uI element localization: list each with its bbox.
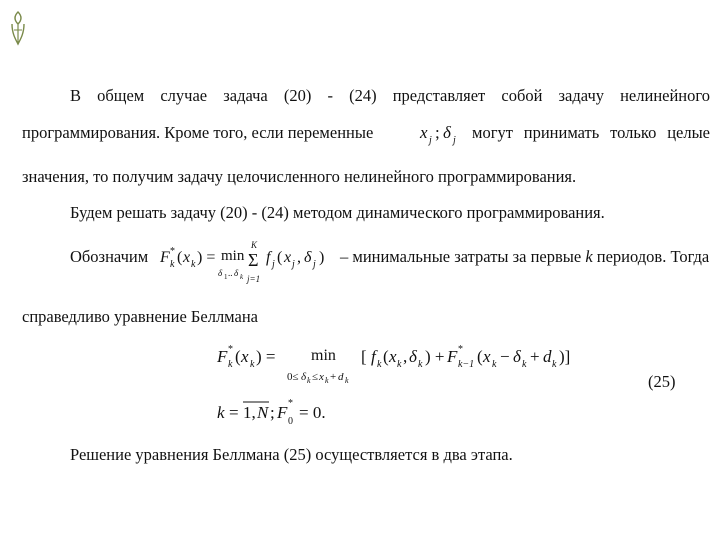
- svg-text:k: k: [522, 359, 527, 370]
- svg-text:+: +: [330, 371, 337, 383]
- svg-text:δ: δ: [218, 268, 223, 278]
- svg-text:−: −: [500, 347, 510, 366]
- paragraph-3-k: k: [585, 247, 593, 266]
- svg-text:j=1: j=1: [247, 274, 261, 284]
- svg-text:(: (: [383, 347, 389, 366]
- bellman-equation: [215, 340, 595, 430]
- svg-text:;: ;: [270, 403, 275, 422]
- svg-text:,: ,: [403, 347, 408, 366]
- svg-text:) =: ) =: [197, 249, 216, 266]
- svg-text:(: (: [277, 249, 283, 266]
- svg-text:j: j: [272, 259, 275, 270]
- svg-text:k: k: [552, 359, 557, 370]
- paragraph-3-suffix-text: – минимальные затраты за первые: [340, 247, 582, 266]
- equation-number: (25): [648, 372, 676, 391]
- svg-text:x: x: [389, 347, 397, 366]
- svg-text:δ: δ: [409, 347, 417, 366]
- inline-formula-fk: [158, 238, 338, 288]
- svg-text:k: k: [240, 273, 244, 281]
- svg-text:≤: ≤: [312, 371, 319, 383]
- svg-text:1: 1: [224, 273, 228, 281]
- svg-text:x: x: [483, 347, 491, 366]
- paragraph-1-line-1: В общем случае задача (20) - (24) представляет собой задачу нелинейного: [70, 86, 710, 105]
- svg-text:x: x: [241, 347, 249, 366]
- svg-text:k: k: [345, 376, 349, 385]
- svg-text:min: min: [311, 347, 336, 364]
- svg-text:j: j: [453, 135, 456, 146]
- svg-text:k: k: [325, 376, 329, 385]
- svg-text:x: x: [420, 123, 428, 142]
- paragraph-3-prefix: Обозначим: [70, 247, 149, 266]
- paragraph-3-end: периодов. Тогда: [596, 247, 710, 266]
- svg-text:f: f: [266, 249, 271, 266]
- svg-text:(: (: [235, 347, 241, 366]
- svg-text:k: k: [377, 359, 382, 370]
- svg-text:) =: ) =: [256, 347, 276, 366]
- svg-text:1,: 1,: [243, 403, 256, 422]
- svg-text:F: F: [447, 347, 458, 366]
- svg-text:d: d: [543, 347, 552, 366]
- svg-text:j: j: [429, 135, 432, 146]
- svg-text:k: k: [228, 359, 233, 370]
- svg-text:k: k: [250, 359, 255, 370]
- paragraph-3-suffix: [340, 247, 709, 267]
- svg-text:k−1: k−1: [458, 359, 475, 370]
- svg-text:k: k: [191, 259, 196, 270]
- svg-text:x: x: [284, 249, 292, 266]
- svg-text:): ): [319, 249, 325, 266]
- svg-text:d: d: [338, 371, 344, 383]
- svg-text:j: j: [313, 259, 316, 270]
- svg-text:Σ: Σ: [248, 250, 259, 270]
- svg-text:0: 0: [288, 416, 293, 427]
- svg-text:k: k: [217, 403, 225, 422]
- svg-text:δ: δ: [304, 249, 312, 266]
- svg-text:=: =: [229, 403, 239, 422]
- svg-text:*: *: [170, 246, 175, 257]
- svg-text:[: [: [361, 347, 367, 366]
- svg-text:δ: δ: [234, 268, 239, 278]
- paragraph-2: Будем решать задачу (20) - (24) методом динамического программирования.: [70, 203, 605, 222]
- paragraph-1-line-2b: могут принимать только целые: [472, 123, 710, 142]
- paragraph-5: Решение уравнения Беллмана (25) осуществляется в два этапа.: [70, 445, 513, 464]
- svg-text:k: k: [418, 359, 423, 370]
- svg-text:δ: δ: [443, 123, 451, 142]
- svg-text:N: N: [257, 403, 269, 422]
- svg-text:j: j: [292, 259, 295, 270]
- paragraph-4: справедливо уравнение Беллмана: [22, 307, 258, 326]
- svg-text:+: +: [530, 347, 540, 366]
- svg-text:*: *: [228, 344, 233, 355]
- svg-text:F: F: [217, 347, 228, 366]
- svg-text:min: min: [221, 248, 245, 264]
- logo-icon: [8, 10, 28, 46]
- svg-text:*: *: [288, 398, 293, 409]
- svg-text:= 0.: = 0.: [299, 403, 326, 422]
- svg-text:F: F: [160, 249, 170, 266]
- svg-text:;: ;: [435, 123, 440, 142]
- svg-text:k: k: [397, 359, 402, 370]
- svg-text:k: k: [307, 376, 311, 385]
- svg-text:*: *: [458, 344, 463, 355]
- paragraph-1-line-3: значения, то получим задачу целочисленного нелинейного программирования.: [22, 167, 577, 186]
- svg-text:0≤: 0≤: [287, 371, 299, 383]
- svg-text:K: K: [251, 240, 258, 250]
- svg-text:(: (: [477, 347, 483, 366]
- svg-text:δ: δ: [301, 371, 307, 383]
- svg-text:δ: δ: [513, 347, 521, 366]
- svg-text:f: f: [371, 347, 376, 366]
- svg-text:) +: ) +: [425, 347, 445, 366]
- variables-xj-deltaj: [418, 118, 468, 148]
- svg-text:)]: )]: [559, 347, 571, 366]
- svg-text:k: k: [492, 359, 497, 370]
- svg-text:k: k: [170, 259, 175, 270]
- svg-text:x: x: [183, 249, 191, 266]
- svg-text:(: (: [177, 249, 183, 266]
- svg-text:..: ..: [228, 268, 233, 278]
- svg-text:F: F: [277, 403, 288, 422]
- svg-text:x: x: [319, 371, 324, 383]
- paragraph-1-line-2a: программирования. Кроме того, если переменные: [22, 123, 374, 142]
- svg-text:,: ,: [297, 249, 301, 266]
